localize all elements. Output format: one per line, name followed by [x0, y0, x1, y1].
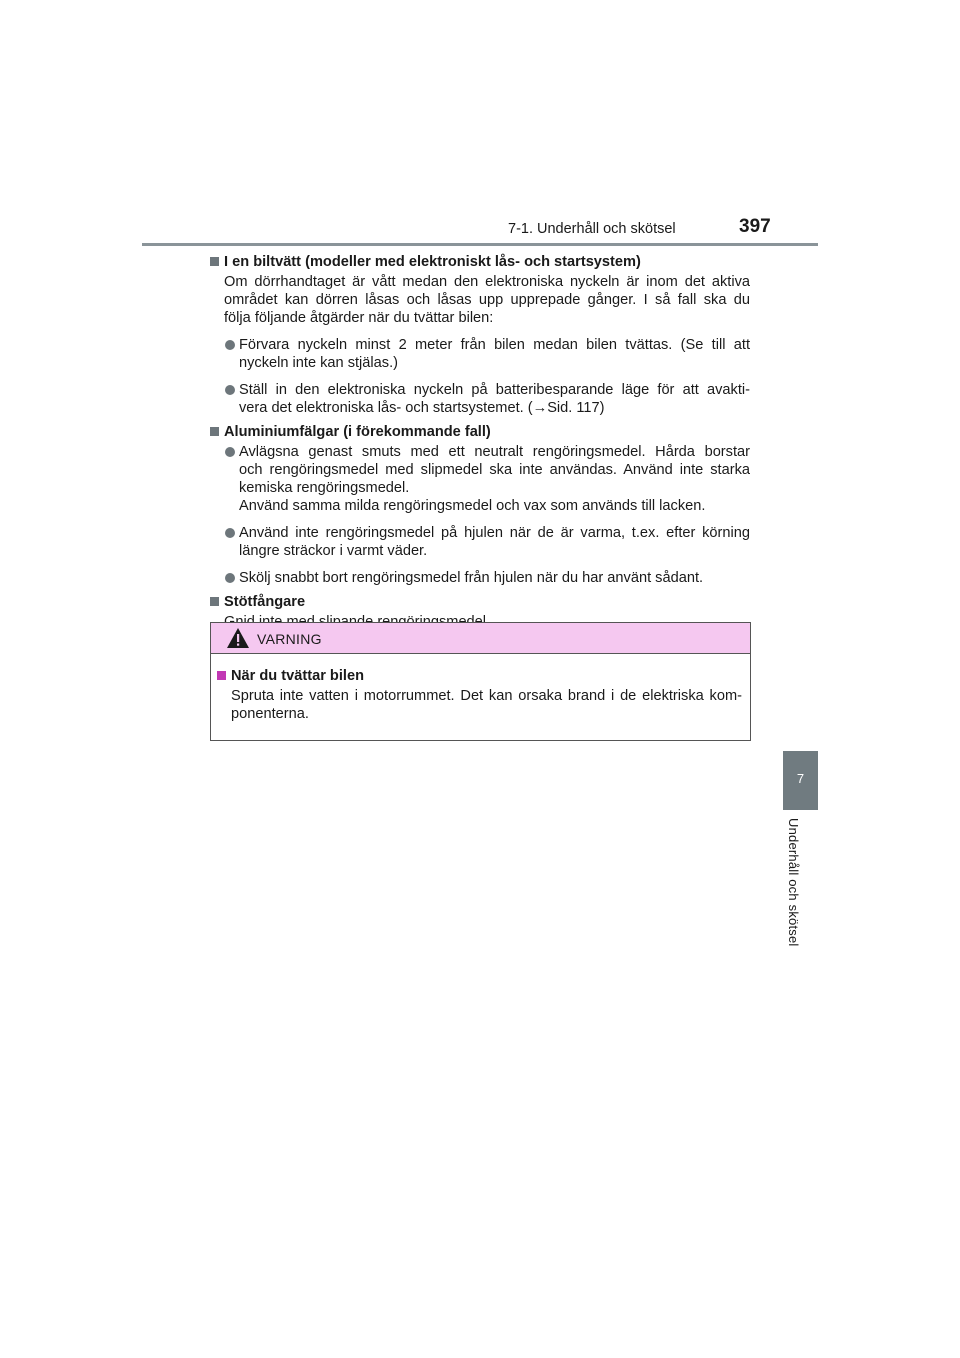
text-line: Ställ in den elektroniska nyckeln på batteribesparande läge för att avakti- [239, 382, 750, 398]
square-bullet-icon [210, 257, 219, 266]
warning-heading-text: När du tvättar bilen [231, 668, 364, 684]
warning-header [211, 623, 750, 654]
text-line: kemiska rengöringsmedel. [239, 480, 410, 496]
car-wash-heading-text: I en biltvätt (modeller med elektroniskt lås- och startsystem) [224, 254, 641, 270]
text-line: Skölj snabbt bort rengöringsmedel från hjulen när du har använt sådant. [239, 570, 704, 586]
text-line: ponenterna. [231, 706, 309, 722]
text-line: Använd inte rengöringsmedel på hjulen när de är varma, t.ex. efter körning [239, 525, 750, 541]
square-bullet-icon [210, 597, 219, 606]
warning-body [211, 667, 742, 723]
text-line: Förvara nyckeln minst 2 meter från bilen medan bilen tvättas. (Se till att [239, 337, 750, 353]
bumpers-heading [210, 593, 750, 611]
page-header [0, 0, 960, 250]
text-line: området kan dörren låsas och låsas upp upprepade gånger. I så fall ska du [224, 292, 750, 308]
text-line: nyckeln inte kan stjälas.) [239, 355, 398, 371]
text-line: Om dörrhandtaget är vått medan den elektroniska nyckeln är inom det aktiva [224, 274, 750, 290]
car-wash-heading [210, 253, 750, 271]
round-bullet-icon [225, 528, 235, 538]
text-line: Spruta inte vatten i motorrummet. Det kan orsaka brand i de elektriska kom- [231, 688, 742, 704]
alloy-wheels-heading-text: Aluminiumfälgar (i förekommande fall) [224, 424, 491, 440]
list-item [210, 569, 750, 587]
main-content [210, 253, 750, 640]
text-line: Använd samma milda rengöringsmedel och vax som används till lacken. [239, 498, 706, 514]
alloy-wheels-heading [210, 423, 750, 441]
square-bullet-icon [217, 671, 226, 680]
chapter-tab [783, 751, 818, 810]
warning-triangle-icon [226, 627, 250, 649]
text-line: följa följande åtgärder när du tvättar bilen: [224, 310, 494, 326]
round-bullet-icon [225, 447, 235, 457]
round-bullet-icon [225, 385, 235, 395]
section-title: 7-1. Underhåll och skötsel [508, 221, 676, 237]
text-line: och rengöringsmedel med slipmedel ska inte användas. Använd inte starka [239, 462, 750, 478]
warning-heading [217, 667, 742, 685]
square-bullet-icon [210, 427, 219, 436]
chapter-number: 7 [796, 771, 805, 786]
text-line: vera det elektroniska lås- och startsystemet. (→Sid. 117) [239, 400, 605, 416]
list-item [210, 336, 750, 372]
round-bullet-icon [225, 340, 235, 350]
round-bullet-icon [225, 573, 235, 583]
chapter-label: Underhåll och skötsel [786, 818, 801, 947]
header-divider [142, 243, 818, 246]
warning-text [217, 687, 742, 723]
list-item [210, 443, 750, 515]
list-item [210, 524, 750, 560]
bumpers-heading-text: Stötfångare [224, 594, 306, 610]
car-wash-intro [210, 273, 750, 327]
text-line: längre sträckor i varmt väder. [239, 543, 428, 559]
warning-box [210, 622, 751, 741]
list-item [210, 381, 750, 417]
text-line: Avlägsna genast smuts med ett neutralt rengöringsmedel. Hårda borstar [239, 444, 750, 460]
page-number: 397 [739, 216, 771, 237]
warning-title: VARNING [257, 631, 322, 647]
